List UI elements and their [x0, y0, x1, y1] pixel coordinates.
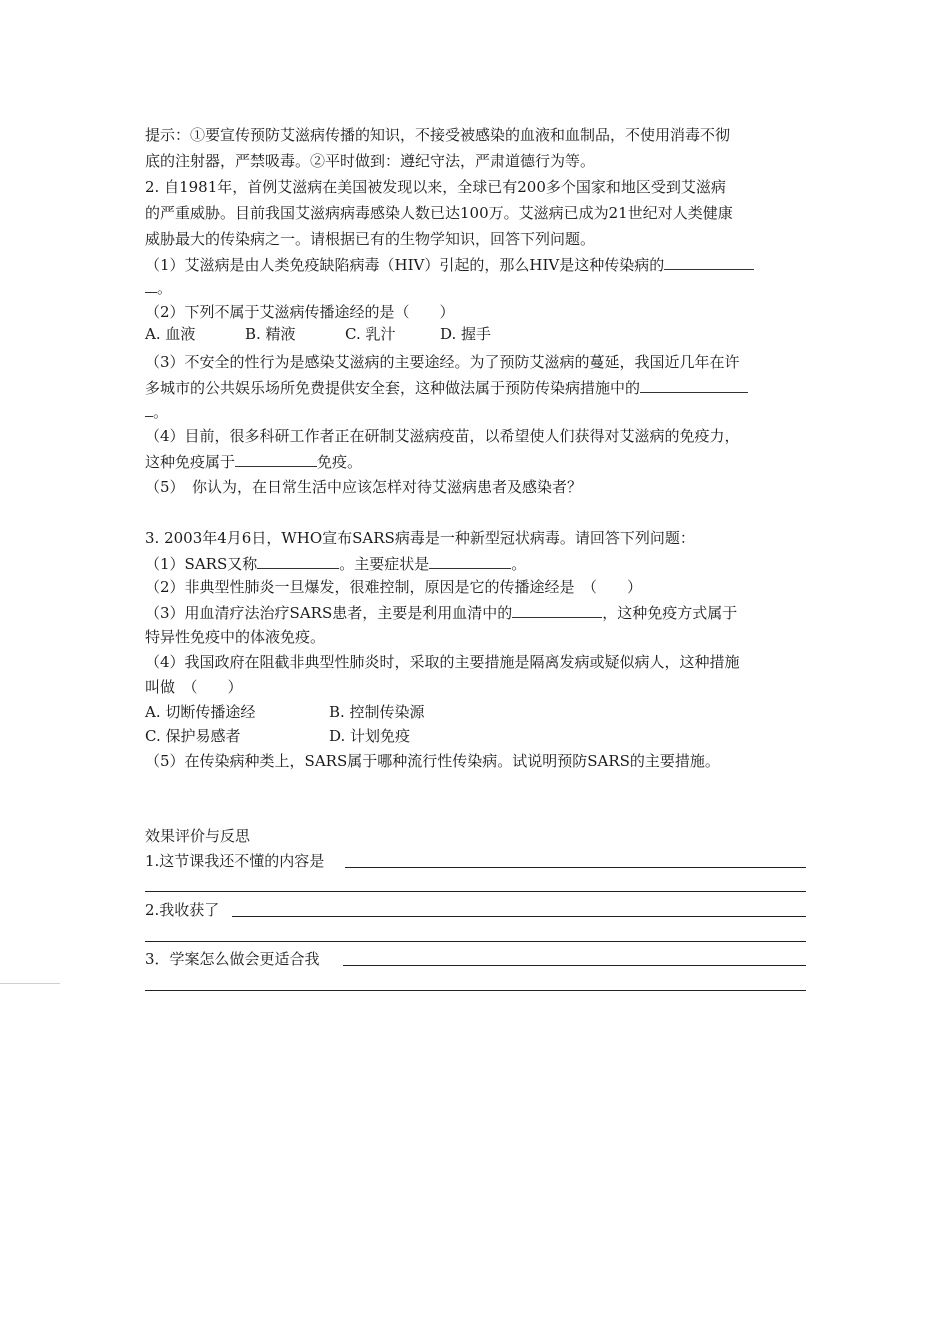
q2-part3-end: 。	[153, 403, 169, 421]
answer-blank[interactable]	[145, 401, 153, 417]
margin-mark	[0, 983, 60, 984]
hint-line-2: 底的注射器，严禁吸毒。②平时做到：遵纪守法，严肃道德行为等。	[145, 152, 596, 170]
q2-part3-text: 多城市的公共娱乐场所免费提供安全套，这种做法属于预防传染病措施中的	[145, 379, 641, 397]
q3-part4-line-2: 叫做 （ ）	[145, 678, 243, 696]
q3-part1	[145, 553, 526, 575]
answer-blank[interactable]	[145, 277, 157, 293]
q2-intro-line-1: 2. 自1981年，首例艾滋病在美国被发现以来，全球已有200多个国家和地区受到艾滋病	[145, 178, 726, 196]
q2-part1-cont	[145, 277, 172, 299]
q3-part4-options-row-1	[145, 702, 425, 724]
q2-part3-cont	[145, 401, 168, 423]
option-a[interactable]: A. 血液	[145, 325, 196, 343]
q2-intro-line-2: 的严重威胁。目前我国艾滋病病毒感染人数已达100万。艾滋病已成为21世纪对人类健康	[145, 204, 733, 222]
q3-part3-line-2: 特异性免疫中的体液免疫。	[145, 628, 326, 646]
reflection-item-3: 3．学案怎么做会更适合我	[145, 950, 320, 968]
answer-line[interactable]	[145, 891, 806, 892]
answer-blank[interactable]	[429, 553, 511, 569]
q3-part3-text-a: （3）用血清疗法治疗SARS患者，主要是利用血清中的	[145, 604, 513, 622]
q2-part3-line-1: （3）不安全的性行为是感染艾滋病的主要途经。为了预防艾滋病的蔓延，我国近几年在许	[145, 353, 740, 371]
q3-part2: （2）非典型性肺炎一旦爆发，很难控制，原因是它的传播途经是 （ ）	[145, 578, 643, 596]
q2-part4-line-1: （4）目前，很多科研工作者正在研制艾滋病疫苗，以希望使人们获得对艾滋病的免疫力，	[145, 427, 740, 445]
answer-blank[interactable]	[640, 377, 748, 393]
answer-blank[interactable]	[235, 451, 317, 467]
answer-blank[interactable]	[512, 602, 602, 618]
option-c[interactable]: C. 乳汁	[345, 325, 396, 343]
q2-part1	[145, 254, 754, 276]
q3-part1-text-b: 。主要症状是	[339, 555, 430, 573]
q2-part4-text: 这种免疫属于	[145, 453, 236, 471]
q3-part1-text-a: （1）SARS又称	[145, 555, 258, 573]
answer-blank[interactable]	[664, 254, 754, 270]
hint-line-1: 提示：①要宣传预防艾滋病传播的知识，不接受被感染的血液和血制品，不使用消毒不彻	[145, 126, 731, 144]
q2-part2-options	[145, 324, 491, 346]
option-d[interactable]: D. 握手	[440, 325, 492, 343]
q2-part2: （2）下列不属于艾滋病传播途经的是（ ）	[145, 303, 455, 321]
option-b[interactable]: B. 控制传染源	[329, 703, 425, 721]
q3-part4-line-1: （4）我国政府在阻截非典型性肺炎时，采取的主要措施是隔离发病或疑似病人，这种措施	[145, 653, 740, 671]
q3-intro: 3. 2003年4月6日，WHO宣布SARS病毒是一种新型冠状病毒。请回答下列问题：	[145, 529, 695, 547]
reflection-item-2: 2.我收获了	[145, 901, 220, 919]
q2-part1-text: （1）艾滋病是由人类免疫缺陷病毒（HIV）引起的，那么HIV是这种传染病的	[145, 256, 665, 274]
q2-part4-end: 免疫。	[317, 453, 363, 471]
reflection-item-1: 1.这节课我还不懂的内容是	[145, 852, 325, 870]
q2-part1-end: 。	[157, 279, 173, 297]
answer-line[interactable]	[232, 916, 806, 917]
q3-part3-line-1	[145, 602, 737, 624]
reflection-title: 效果评价与反思	[145, 827, 251, 845]
answer-blank[interactable]	[257, 553, 339, 569]
answer-line[interactable]	[345, 867, 806, 868]
q2-part4-line-2	[145, 451, 362, 473]
option-c[interactable]: C. 保护易感者	[145, 727, 241, 745]
option-a[interactable]: A. 切断传播途经	[145, 703, 256, 721]
answer-line[interactable]	[343, 965, 806, 966]
option-d[interactable]: D. 计划免疫	[329, 727, 411, 745]
answer-line[interactable]	[145, 941, 806, 942]
q2-part5: （5） 你认为，在日常生活中应该怎样对待艾滋病患者及感染者？	[145, 478, 583, 496]
q3-part5: （5）在传染病种类上，SARS属于哪种流行性传染病。试说明预防SARS的主要措施。	[145, 752, 720, 770]
q2-intro-line-3: 威胁最大的传染病之一。请根据已有的生物学知识，回答下列问题。	[145, 230, 596, 248]
q3-part4-options-row-2	[145, 726, 410, 748]
option-b[interactable]: B. 精液	[245, 325, 296, 343]
q2-part3-line-2	[145, 377, 748, 399]
q3-part1-text-c: 。	[511, 555, 527, 573]
q3-part3-text-b: ，这种免疫方式属于	[602, 604, 738, 622]
answer-line[interactable]	[145, 990, 806, 991]
